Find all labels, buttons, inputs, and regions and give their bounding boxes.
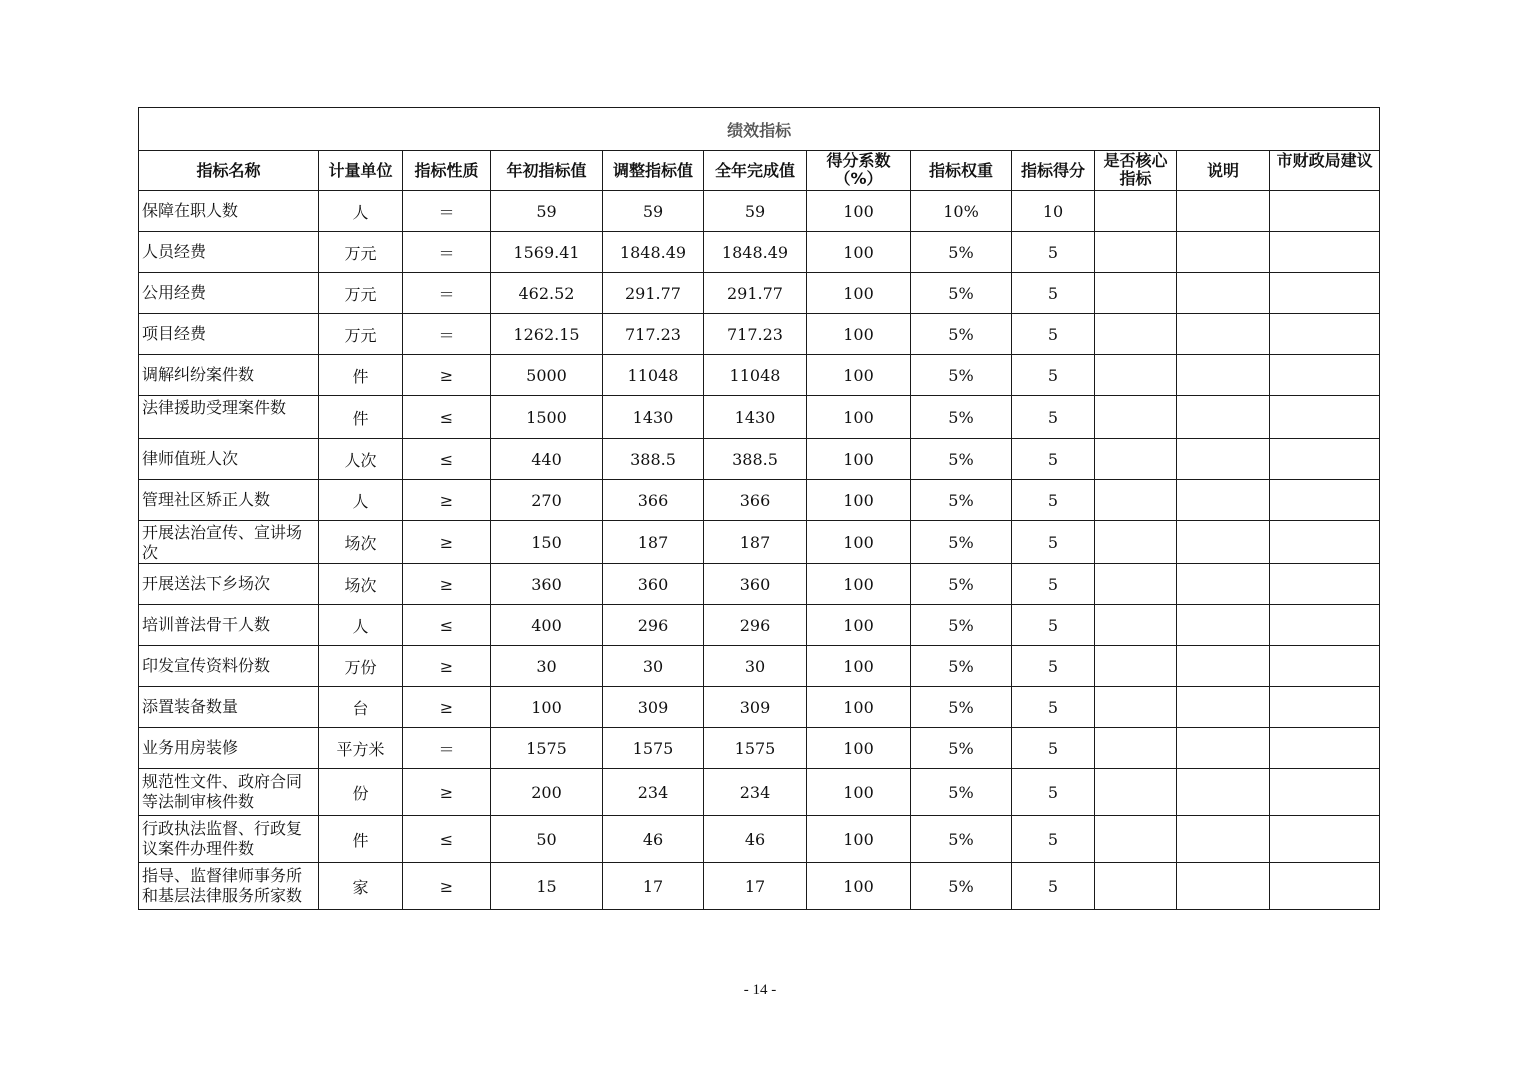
row-adjusted: 30 (603, 646, 704, 687)
row-actual: 46 (704, 816, 807, 863)
row-adjusted: 46 (603, 816, 704, 863)
row-core (1095, 314, 1177, 355)
row-weight: 5% (911, 396, 1012, 439)
row-nature: ≥ (403, 480, 491, 521)
row-name: 业务用房装修 (139, 728, 319, 769)
table-row (139, 232, 1380, 273)
row-initial: 200 (491, 769, 603, 816)
row-core (1095, 355, 1177, 396)
row-initial: 30 (491, 646, 603, 687)
row-note (1177, 564, 1270, 605)
table-row (139, 191, 1380, 232)
row-score: 5 (1012, 314, 1095, 355)
row-actual: 1430 (704, 396, 807, 439)
row-score: 5 (1012, 439, 1095, 480)
table-row (139, 439, 1380, 480)
row-actual: 11048 (704, 355, 807, 396)
row-weight: 10% (911, 191, 1012, 232)
row-score: 10 (1012, 191, 1095, 232)
row-name: 开展法治宣传、宣讲场次 (139, 521, 319, 564)
row-coefficient: 100 (807, 232, 911, 273)
row-note (1177, 863, 1270, 910)
row-adjusted: 309 (603, 687, 704, 728)
row-suggestion (1270, 314, 1380, 355)
row-note (1177, 769, 1270, 816)
header-adjusted: 调整指标值 (603, 151, 704, 191)
header-note: 说明 (1177, 151, 1270, 191)
row-core (1095, 816, 1177, 863)
row-adjusted: 1430 (603, 396, 704, 439)
header-nature: 指标性质 (403, 151, 491, 191)
row-core (1095, 863, 1177, 910)
row-score: 5 (1012, 521, 1095, 564)
row-nature: ＝ (403, 314, 491, 355)
row-adjusted: 360 (603, 564, 704, 605)
row-weight: 5% (911, 521, 1012, 564)
row-suggestion (1270, 564, 1380, 605)
row-coefficient: 100 (807, 273, 911, 314)
row-unit: 万份 (319, 646, 403, 687)
row-unit: 万元 (319, 232, 403, 273)
row-core (1095, 396, 1177, 439)
row-note (1177, 728, 1270, 769)
row-name: 公用经费 (139, 273, 319, 314)
row-actual: 388.5 (704, 439, 807, 480)
row-adjusted: 366 (603, 480, 704, 521)
table-row (139, 480, 1380, 521)
row-core (1095, 191, 1177, 232)
table-row (139, 769, 1380, 816)
table-row (139, 521, 1380, 564)
row-unit: 人 (319, 605, 403, 646)
row-score: 5 (1012, 355, 1095, 396)
row-core (1095, 521, 1177, 564)
row-weight: 5% (911, 232, 1012, 273)
row-adjusted: 59 (603, 191, 704, 232)
row-note (1177, 521, 1270, 564)
row-name: 调解纠纷案件数 (139, 355, 319, 396)
row-coefficient: 100 (807, 863, 911, 910)
table-row (139, 564, 1380, 605)
row-note (1177, 605, 1270, 646)
row-initial: 1575 (491, 728, 603, 769)
row-suggestion (1270, 480, 1380, 521)
row-note (1177, 396, 1270, 439)
table-row (139, 605, 1380, 646)
row-weight: 5% (911, 439, 1012, 480)
row-core (1095, 273, 1177, 314)
row-score: 5 (1012, 605, 1095, 646)
row-initial: 1500 (491, 396, 603, 439)
row-unit: 场次 (319, 564, 403, 605)
row-weight: 5% (911, 564, 1012, 605)
row-initial: 5000 (491, 355, 603, 396)
row-suggestion (1270, 191, 1380, 232)
row-score: 5 (1012, 564, 1095, 605)
row-name: 添置装备数量 (139, 687, 319, 728)
row-note (1177, 646, 1270, 687)
row-actual: 1848.49 (704, 232, 807, 273)
row-note (1177, 273, 1270, 314)
header-score: 指标得分 (1012, 151, 1095, 191)
row-nature: ≥ (403, 355, 491, 396)
row-suggestion (1270, 355, 1380, 396)
row-note (1177, 191, 1270, 232)
row-weight: 5% (911, 769, 1012, 816)
row-nature: ≤ (403, 605, 491, 646)
row-core (1095, 646, 1177, 687)
row-nature: ＝ (403, 191, 491, 232)
row-score: 5 (1012, 816, 1095, 863)
header-name: 指标名称 (139, 151, 319, 191)
row-core (1095, 564, 1177, 605)
row-suggestion (1270, 605, 1380, 646)
header-core: 是否核心指标 (1095, 151, 1177, 191)
row-weight: 5% (911, 816, 1012, 863)
row-coefficient: 100 (807, 687, 911, 728)
row-coefficient: 100 (807, 728, 911, 769)
row-nature: ≥ (403, 521, 491, 564)
row-score: 5 (1012, 863, 1095, 910)
header-initial: 年初指标值 (491, 151, 603, 191)
row-suggestion (1270, 863, 1380, 910)
row-nature: ≤ (403, 396, 491, 439)
row-adjusted: 291.77 (603, 273, 704, 314)
row-nature: ≥ (403, 646, 491, 687)
header-coefficient: 得分系数（%） (807, 151, 911, 191)
row-core (1095, 728, 1177, 769)
row-name: 法律援助受理案件数 (139, 396, 319, 439)
row-name: 开展送法下乡场次 (139, 564, 319, 605)
row-actual: 59 (704, 191, 807, 232)
row-suggestion (1270, 646, 1380, 687)
row-score: 5 (1012, 273, 1095, 314)
row-coefficient: 100 (807, 480, 911, 521)
row-nature: ≥ (403, 564, 491, 605)
row-adjusted: 717.23 (603, 314, 704, 355)
row-weight: 5% (911, 687, 1012, 728)
header-suggestion: 市财政局建议 (1270, 151, 1380, 191)
row-actual: 30 (704, 646, 807, 687)
row-actual: 366 (704, 480, 807, 521)
row-note (1177, 687, 1270, 728)
row-coefficient: 100 (807, 521, 911, 564)
row-coefficient: 100 (807, 564, 911, 605)
row-suggestion (1270, 232, 1380, 273)
header-weight: 指标权重 (911, 151, 1012, 191)
row-weight: 5% (911, 480, 1012, 521)
row-score: 5 (1012, 480, 1095, 521)
row-actual: 296 (704, 605, 807, 646)
row-nature: ≤ (403, 816, 491, 863)
row-initial: 462.52 (491, 273, 603, 314)
row-suggestion (1270, 273, 1380, 314)
row-initial: 400 (491, 605, 603, 646)
row-initial: 50 (491, 816, 603, 863)
row-initial: 15 (491, 863, 603, 910)
page-number: - 14 - (743, 982, 777, 998)
row-nature: ＝ (403, 232, 491, 273)
row-nature: ＝ (403, 728, 491, 769)
row-unit: 份 (319, 769, 403, 816)
row-suggestion (1270, 439, 1380, 480)
row-coefficient: 100 (807, 396, 911, 439)
row-adjusted: 296 (603, 605, 704, 646)
row-nature: ＝ (403, 273, 491, 314)
row-adjusted: 11048 (603, 355, 704, 396)
row-initial: 440 (491, 439, 603, 480)
row-nature: ≥ (403, 769, 491, 816)
row-coefficient: 100 (807, 646, 911, 687)
row-adjusted: 187 (603, 521, 704, 564)
row-note (1177, 816, 1270, 863)
row-actual: 17 (704, 863, 807, 910)
row-unit: 万元 (319, 314, 403, 355)
table-row (139, 396, 1380, 439)
row-initial: 100 (491, 687, 603, 728)
row-name: 行政执法监督、行政复议案件办理件数 (139, 816, 319, 863)
row-score: 5 (1012, 728, 1095, 769)
table-row (139, 646, 1380, 687)
row-core (1095, 480, 1177, 521)
header-actual: 全年完成值 (704, 151, 807, 191)
row-unit: 人 (319, 191, 403, 232)
row-initial: 1569.41 (491, 232, 603, 273)
row-initial: 59 (491, 191, 603, 232)
row-coefficient: 100 (807, 314, 911, 355)
row-suggestion (1270, 769, 1380, 816)
row-note (1177, 480, 1270, 521)
row-suggestion (1270, 816, 1380, 863)
row-initial: 360 (491, 564, 603, 605)
row-note (1177, 232, 1270, 273)
row-weight: 5% (911, 273, 1012, 314)
row-nature: ≥ (403, 863, 491, 910)
row-name: 保障在职人数 (139, 191, 319, 232)
row-note (1177, 314, 1270, 355)
row-name: 培训普法骨干人数 (139, 605, 319, 646)
row-coefficient: 100 (807, 355, 911, 396)
row-weight: 5% (911, 728, 1012, 769)
row-actual: 187 (704, 521, 807, 564)
row-suggestion (1270, 396, 1380, 439)
row-nature: ≤ (403, 439, 491, 480)
row-core (1095, 439, 1177, 480)
row-suggestion (1270, 728, 1380, 769)
row-weight: 5% (911, 646, 1012, 687)
row-actual: 360 (704, 564, 807, 605)
row-initial: 270 (491, 480, 603, 521)
row-adjusted: 388.5 (603, 439, 704, 480)
row-suggestion (1270, 521, 1380, 564)
row-weight: 5% (911, 605, 1012, 646)
row-name: 规范性文件、政府合同等法制审核件数 (139, 769, 319, 816)
row-core (1095, 769, 1177, 816)
table-row (139, 687, 1380, 728)
table-row (139, 863, 1380, 910)
row-unit: 台 (319, 687, 403, 728)
table-row (139, 728, 1380, 769)
row-actual: 309 (704, 687, 807, 728)
row-unit: 平方米 (319, 728, 403, 769)
table-row (139, 816, 1380, 863)
row-note (1177, 439, 1270, 480)
row-coefficient: 100 (807, 605, 911, 646)
row-actual: 291.77 (704, 273, 807, 314)
row-adjusted: 17 (603, 863, 704, 910)
row-nature: ≥ (403, 687, 491, 728)
row-unit: 人次 (319, 439, 403, 480)
row-actual: 234 (704, 769, 807, 816)
row-score: 5 (1012, 646, 1095, 687)
performance-indicators-table (138, 107, 1380, 910)
table-row (139, 355, 1380, 396)
row-core (1095, 605, 1177, 646)
row-name: 项目经费 (139, 314, 319, 355)
row-unit: 家 (319, 863, 403, 910)
row-name: 人员经费 (139, 232, 319, 273)
table-row (139, 273, 1380, 314)
row-core (1095, 687, 1177, 728)
row-score: 5 (1012, 232, 1095, 273)
row-weight: 5% (911, 355, 1012, 396)
row-adjusted: 1848.49 (603, 232, 704, 273)
row-score: 5 (1012, 687, 1095, 728)
row-name: 管理社区矫正人数 (139, 480, 319, 521)
row-note (1177, 355, 1270, 396)
row-coefficient: 100 (807, 439, 911, 480)
row-name: 律师值班人次 (139, 439, 319, 480)
row-suggestion (1270, 687, 1380, 728)
row-actual: 1575 (704, 728, 807, 769)
row-adjusted: 1575 (603, 728, 704, 769)
table-row (139, 314, 1380, 355)
row-unit: 件 (319, 816, 403, 863)
row-adjusted: 234 (603, 769, 704, 816)
row-initial: 1262.15 (491, 314, 603, 355)
row-weight: 5% (911, 863, 1012, 910)
row-core (1095, 232, 1177, 273)
row-coefficient: 100 (807, 191, 911, 232)
header-unit: 计量单位 (319, 151, 403, 191)
row-initial: 150 (491, 521, 603, 564)
row-unit: 人 (319, 480, 403, 521)
row-weight: 5% (911, 314, 1012, 355)
row-unit: 件 (319, 396, 403, 439)
row-unit: 场次 (319, 521, 403, 564)
row-score: 5 (1012, 396, 1095, 439)
row-actual: 717.23 (704, 314, 807, 355)
row-name: 指导、监督律师事务所和基层法律服务所家数 (139, 863, 319, 910)
row-unit: 件 (319, 355, 403, 396)
row-coefficient: 100 (807, 769, 911, 816)
row-name: 印发宣传资料份数 (139, 646, 319, 687)
row-unit: 万元 (319, 273, 403, 314)
header-row (139, 151, 1380, 191)
table-title: 绩效指标 (139, 108, 1380, 151)
row-coefficient: 100 (807, 816, 911, 863)
row-score: 5 (1012, 769, 1095, 816)
